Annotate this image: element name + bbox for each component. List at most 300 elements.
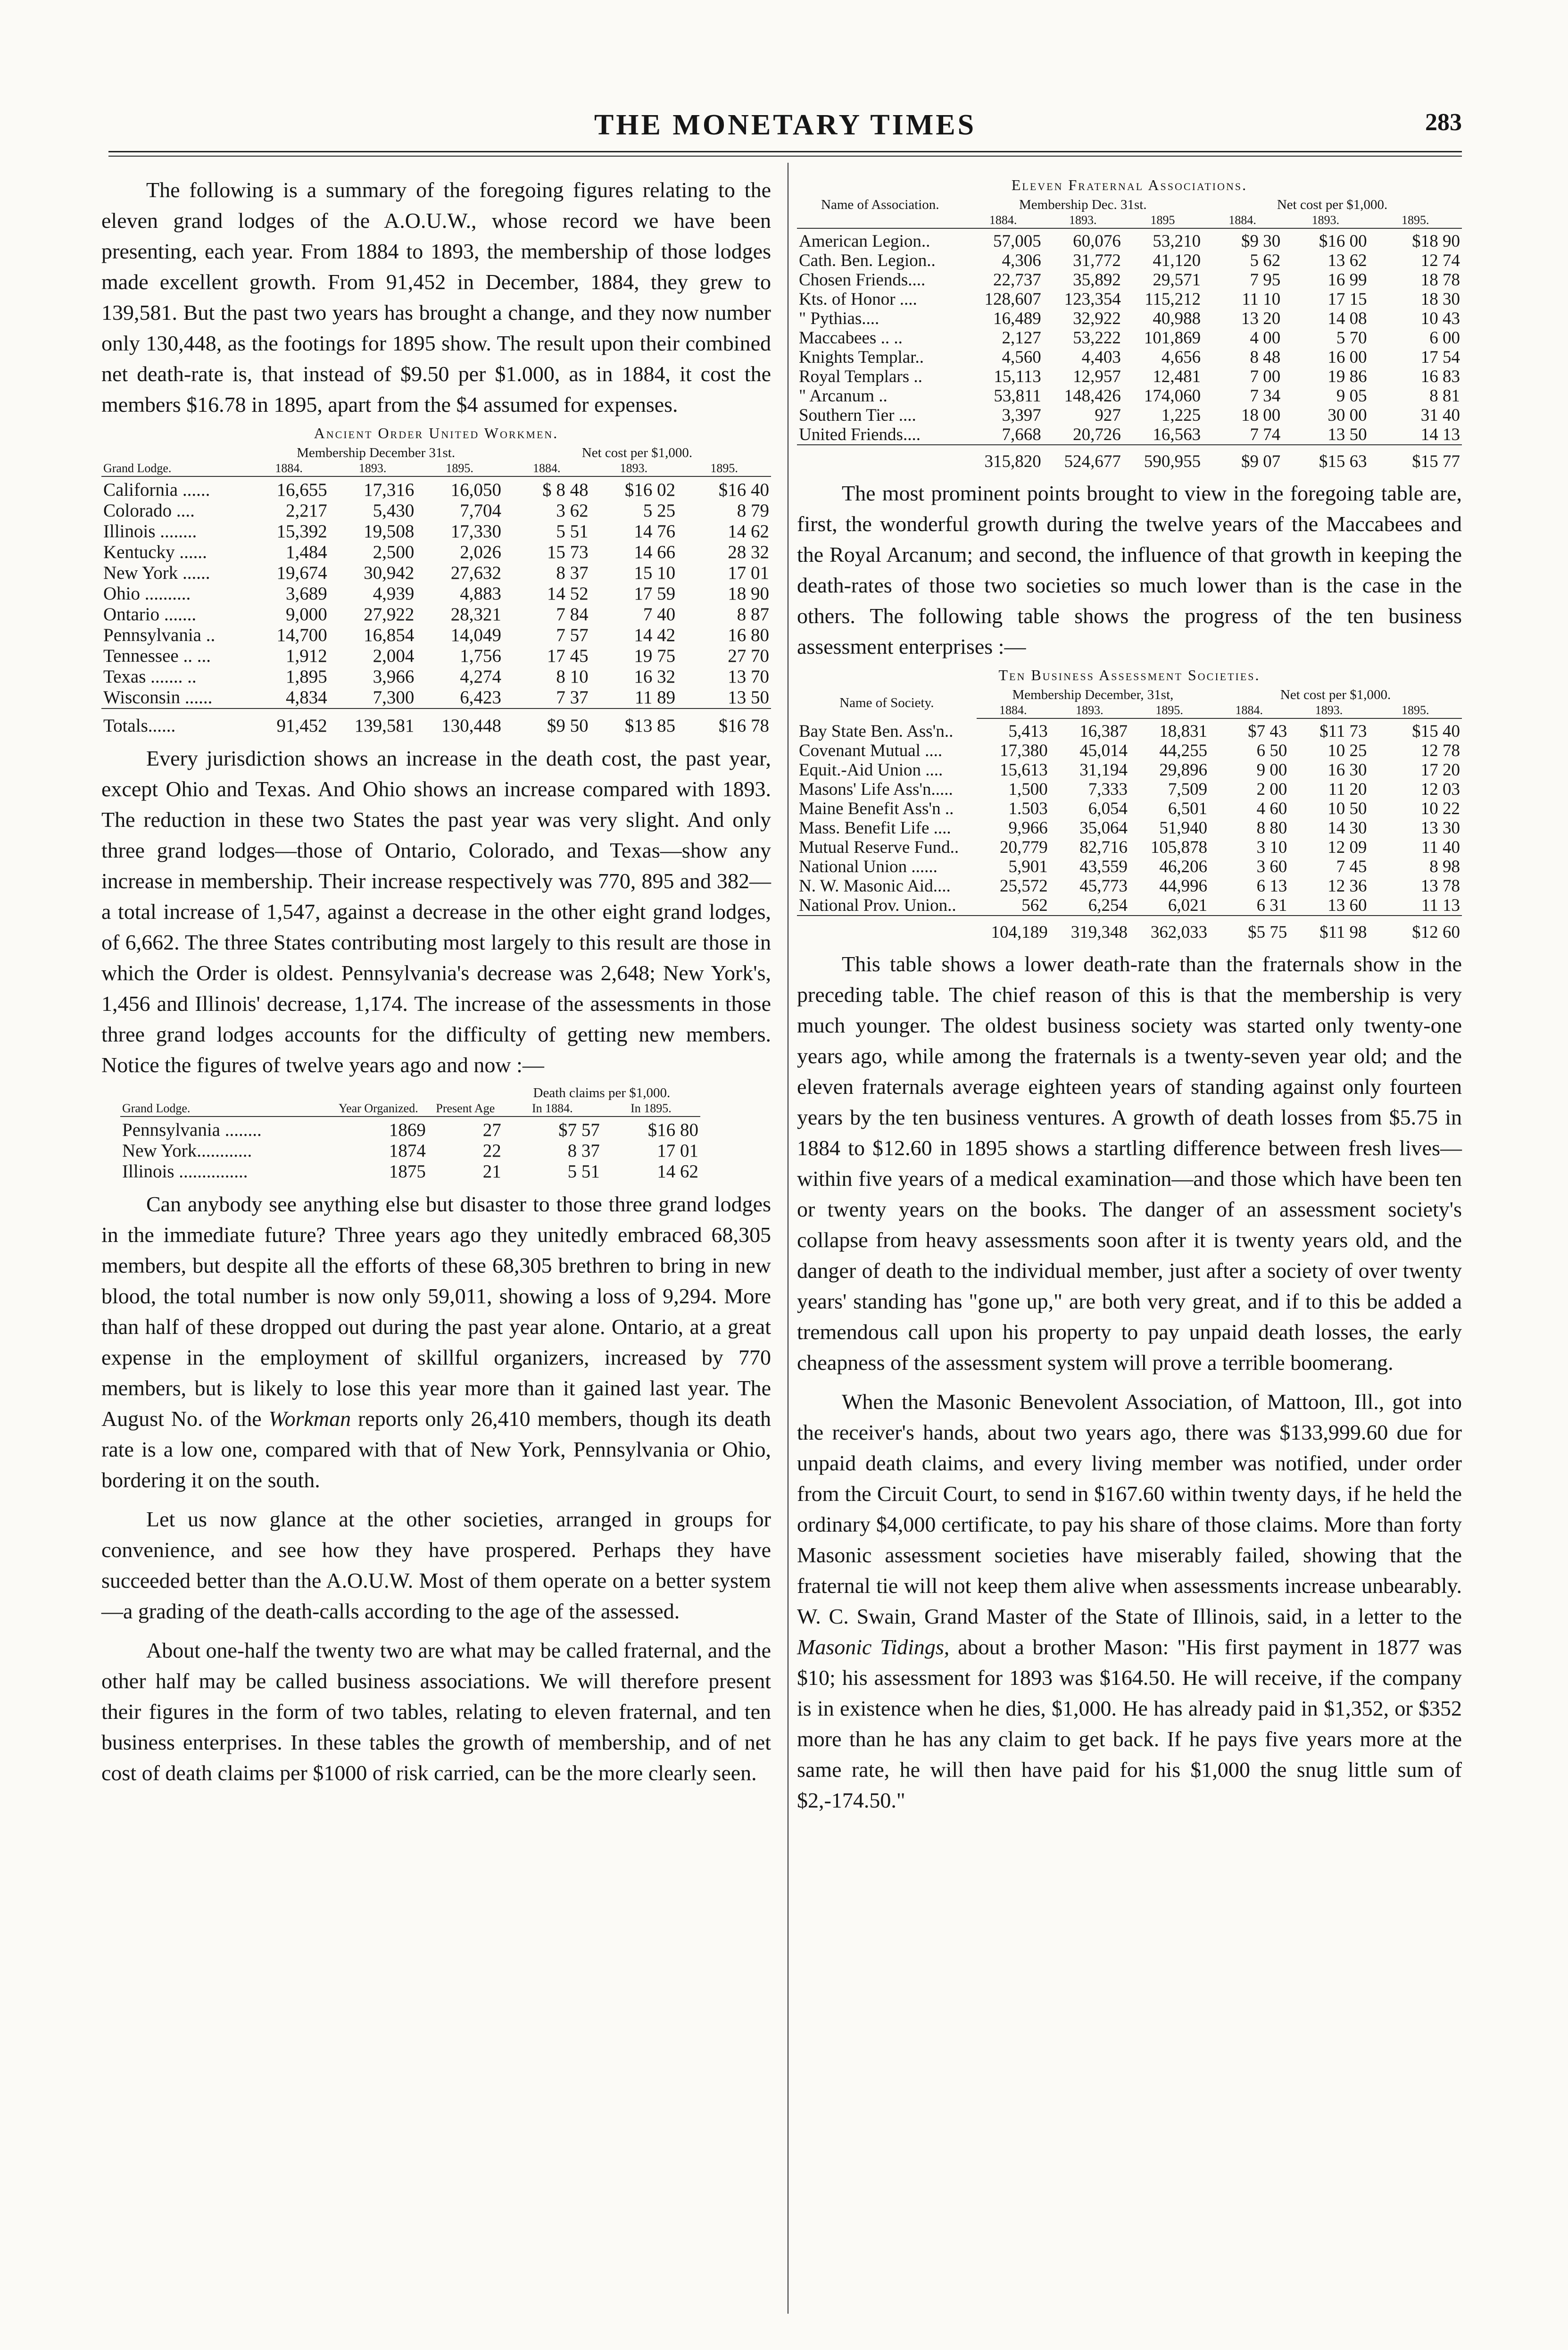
row-label: American Legion.. (799, 232, 930, 251)
group-header: Membership December, 31st, (1012, 687, 1174, 702)
table-cell: 16 32 (634, 667, 676, 687)
table-cell: 18,831 (1159, 722, 1208, 741)
table-cell: 9,000 (286, 604, 327, 625)
table-cell: 46,206 (1159, 857, 1208, 876)
table-cell: 1875 (389, 1161, 426, 1182)
table-cell: 15,392 (276, 521, 327, 542)
table-cell: 5,901 (1008, 857, 1048, 876)
table-cell: 7,333 (1088, 780, 1128, 799)
total-cell: 91,452 (249, 708, 329, 736)
table-cell: 12,957 (1073, 367, 1121, 386)
table-cell: 11 13 (1421, 896, 1460, 915)
paragraph-text: about a brother Mason: "His first payment in 1877 was $10; his assessment for 1893 was $164.50. He will receive, if the company is in existence when he dies, $1,000. He has already paid in $1,352, or $352 more than he has any claim to get back. If he pays five years more at the same rate, he will then have paid for his $1,000 the snug little sum of $2,-174.50." (797, 1635, 1462, 1812)
table-cell: 5 70 (1336, 328, 1367, 348)
table-cell: 10 22 (1420, 799, 1460, 818)
table-cell: 27 (482, 1120, 501, 1140)
paragraph (101, 1189, 771, 1495)
table-cell: 9 00 (1256, 760, 1287, 780)
table-cell: 53,222 (1073, 328, 1121, 348)
table-cell: 3 60 (1256, 857, 1287, 876)
table-cell: 53,811 (994, 386, 1041, 406)
table-cell: 16,854 (364, 625, 415, 645)
table-cell: 1,895 (286, 667, 327, 687)
table-cell: 2,004 (373, 646, 415, 666)
table-cell: 12 03 (1420, 780, 1460, 799)
table-cell: 14 66 (634, 542, 676, 562)
paragraph: Every jurisdiction shows an increase in the death cost, the past year, except Ohio and Texas. And Ohio shows an increase compared with 1893. The reduction in these two States the past year was very slight. And only three grand lodges—those of Ontario, Colorado, and Texas—show any increase in membership. Their increase respectively was 770, 895 and 382—a total increase of 1,547, against a decrease in the other eight grand lodges, of 6,662. The three States contributing most largely to this result are those in which the Order is oldest. Pennsylvania's decrease was 2,648; New York's, 1,456 and Illinois' decrease, 1,174. The increase of the assessments in those three grand lodges accounts for the difficulty of getting new members. Notice the figures of twelve years ago and now :— (101, 746, 771, 1077)
group-header: Net cost per $1,000. (1277, 197, 1388, 212)
row-label: Ontario ....... (103, 604, 197, 625)
table-cell: 22,737 (993, 270, 1041, 290)
table-cell: 16 83 (1420, 367, 1460, 386)
row-label: Bay State Ben. Ass'n.. (799, 721, 954, 741)
table-cell: 27,632 (450, 563, 501, 583)
row-label: New York............ (122, 1141, 252, 1161)
table-cell: 8 80 (1256, 818, 1287, 838)
table-cell: 3,397 (1002, 406, 1041, 425)
table-cell: 6,254 (1088, 896, 1128, 915)
table-cell: 5 25 (643, 500, 676, 521)
table-cell: 11 89 (634, 687, 676, 708)
table-row (101, 563, 771, 583)
table-row (797, 328, 1462, 348)
table-cell: 4,274 (460, 667, 501, 687)
table-cell: 4,560 (1002, 348, 1041, 367)
table-cell: 6 50 (1256, 741, 1287, 760)
row-label: Mutual Reserve Fund.. (799, 838, 959, 857)
table-cell: 8 48 (1250, 348, 1281, 367)
row-label: California ...... (103, 480, 210, 500)
table-title: Eleven Fraternal Associations. (1011, 176, 1248, 193)
table-cell: 13 20 (1241, 309, 1281, 328)
table-cell: 12 74 (1420, 251, 1460, 270)
table-cell: 174,060 (1144, 386, 1201, 406)
table-cell: 19 86 (1327, 367, 1367, 386)
table-cell: 13 60 (1327, 896, 1367, 915)
row-label: Royal Templars .. (799, 367, 922, 386)
total-cell: $12 60 (1369, 916, 1462, 942)
table-cell: 16 30 (1327, 760, 1367, 780)
table-cell: 14 62 (728, 521, 769, 542)
row-label: N. W. Masonic Aid.... (799, 876, 951, 896)
table-cell: $9 30 (1241, 232, 1281, 251)
table-row (120, 1117, 700, 1141)
table-cell: 8 98 (1429, 857, 1460, 876)
table-cell: 29,896 (1159, 760, 1208, 780)
paragraph (797, 1386, 1462, 1816)
table-row (797, 780, 1462, 799)
year-header: 1893. (1050, 703, 1129, 718)
table-cell: 1874 (389, 1141, 426, 1161)
table-cell: 17,380 (1000, 741, 1048, 760)
row-label: Cath. Ben. Legion.. (799, 251, 936, 270)
table-cell: 8 87 (737, 604, 769, 625)
table-cell: 17 45 (547, 646, 589, 666)
table-cell: 1,912 (286, 646, 327, 666)
table-cell: 16 80 (728, 625, 769, 645)
table-cell: 16,050 (450, 480, 501, 500)
table-cell: 41,120 (1153, 251, 1201, 270)
year-header: 1895. (416, 461, 503, 476)
year-header: 1884. (1203, 213, 1282, 228)
table-cell: 14 30 (1327, 818, 1367, 838)
table-cell: 16 00 (1327, 348, 1367, 367)
table-cell: 16,655 (276, 480, 327, 500)
table-cell: 27 70 (728, 646, 769, 666)
table-cell: $7 57 (558, 1120, 600, 1140)
year-header: 1884. (1209, 703, 1289, 718)
table-cell: 105,878 (1150, 838, 1208, 857)
table-cell: 40,988 (1153, 309, 1201, 328)
table-cell: 6,423 (460, 687, 501, 708)
row-label: Masons' Life Ass'n..... (799, 780, 953, 799)
aouw-table-block (101, 425, 771, 736)
table-row (101, 687, 771, 708)
table-row (797, 386, 1462, 406)
table-cell: 45,014 (1079, 741, 1128, 760)
row-label: Maine Benefit Ass'n .. (799, 799, 954, 818)
table-cell: 3 62 (556, 500, 589, 521)
table-cell: 1,225 (1161, 406, 1201, 425)
table-row (797, 228, 1462, 251)
table-cell: 20,779 (1000, 838, 1048, 857)
table-cell: $18 90 (1412, 232, 1460, 251)
table-row (797, 896, 1462, 916)
table-cell: 16,489 (993, 309, 1041, 328)
row-label: New York ...... (103, 563, 210, 583)
table-cell: 8 37 (567, 1141, 600, 1161)
column-header: In 1895. (602, 1101, 700, 1117)
group-header: Membership Dec. 31st. (1019, 197, 1147, 212)
row-label: Pennsylvania .. (103, 625, 216, 645)
row-label: Maccabees .. .. (799, 328, 903, 348)
table-cell: 17,316 (364, 480, 415, 500)
table-cell: 35,064 (1079, 818, 1128, 838)
table-cell: 11 10 (1242, 290, 1281, 309)
row-label: Colorado .... (103, 500, 195, 521)
table-cell: 14 62 (657, 1161, 698, 1182)
total-cell: $9 07 (1203, 445, 1282, 471)
year-header: 1893. (590, 461, 678, 476)
table-cell: 14,049 (450, 625, 501, 645)
table-cell: 14 42 (634, 625, 676, 645)
table-cell: 5,413 (1008, 722, 1048, 741)
paragraph-text: When the Masonic Benevolent Association, of Mattoon, Ill., got into the receiver's hands, about two years ago, there was $133,999.60 due for unpaid death claims, and every living member was notified, under order from the Circuit Court, to send in $167.60 within twenty days, if he held the ordinary $4,000 certificate, to pay his share of those claims. More than forty Masonic assessment societies have miserably failed, showing that the fraternal tie will not keep them alive when assessments increase unbearably. W. C. Swain, Grand Master of the State of Illinois, said, in a letter to the (797, 1390, 1462, 1628)
total-cell: 524,677 (1043, 445, 1123, 471)
table-row (797, 406, 1462, 425)
table-cell: 6 13 (1256, 876, 1287, 896)
paragraph: The most prominent points brought to view in the foregoing table are, first, the wonderful growth during the twelve years of the Maccabees and the Royal Arcanum; and second, the influence of that growth in keeping the death-rates of those two societies so much lower than is the case in the others. The following table shows the progress of the ten business assessment enterprises :— (797, 481, 1462, 658)
totals-label (797, 916, 977, 942)
table-cell: 12,481 (1153, 367, 1201, 386)
row-label: Chosen Friends.... (799, 270, 926, 290)
table-cell: 8 10 (556, 667, 589, 687)
total-cell: 139,581 (329, 708, 416, 736)
table-cell: 562 (1021, 896, 1048, 915)
table-row (797, 818, 1462, 838)
table-cell: 43,559 (1079, 857, 1128, 876)
total-cell: $15 77 (1369, 445, 1462, 471)
table-row (797, 251, 1462, 270)
year-header: 1884. (963, 213, 1043, 228)
table-cell: 6,021 (1168, 896, 1208, 915)
table-cell: 15 10 (634, 563, 676, 583)
paragraph: This table shows a lower death-rate than the fraternals show in the preceding table. The chief reason of this is that the membership is very much younger. The oldest business society was started only twenty-one years ago, while among the fraternals is a twenty-seven year old; and the eleven fraternals average eighteen years of standing against only fourteen years by the ten business ventures. A growth of death losses from $5.75 in 1884 to $12.60 in 1895 shows a startling difference between fresh lives—within five years of a medical examination—and those which have been ten or twenty years on the books. The danger of an assessment society's collapse from heavy assessments soon after it is twenty years old, and the danger of death to the individual member, just after a society of over twenty years' standing has "gone up," are both very great, and if to this be added a tremendous call upon his property to pay unpaid death losses, the early cheapness of the assessment system will prove a terrible boomerang. (797, 952, 1462, 1375)
table-row (120, 1161, 700, 1182)
table-cell: 60,076 (1073, 232, 1121, 251)
row-label: Pennsylvania ........ (122, 1120, 262, 1140)
table-cell: 19,508 (364, 521, 415, 542)
table-cell: 128,607 (984, 290, 1041, 309)
table-cell: 4,939 (373, 583, 415, 604)
row-label: " Arcanum .. (799, 386, 888, 406)
table-cell: 35,892 (1073, 270, 1121, 290)
table-cell: 3,966 (373, 667, 415, 687)
table-cell: 14 76 (634, 521, 676, 542)
total-cell: 104,189 (977, 916, 1050, 942)
table-cell: $16 40 (718, 480, 769, 500)
fraternal-table-block (797, 176, 1462, 471)
table-row (797, 309, 1462, 328)
year-header: 1884. (977, 703, 1050, 718)
table-cell: 9 05 (1336, 386, 1367, 406)
row-label: Illinois ........ (103, 521, 197, 542)
table-cell: 123,354 (1064, 290, 1121, 309)
table-cell: 7 40 (643, 604, 676, 625)
table-cell: 82,716 (1079, 838, 1128, 857)
claims-table (120, 1085, 700, 1182)
table-cell: 18 90 (728, 583, 769, 604)
business-table (797, 687, 1462, 942)
table-cell: 13 30 (1420, 818, 1460, 838)
table-cell: 30 00 (1327, 406, 1367, 425)
row-label: National Union ...... (799, 857, 937, 876)
totals-row (797, 916, 1462, 942)
table-cell: 6 00 (1429, 328, 1460, 348)
column-header: Present Age (428, 1101, 503, 1117)
table-cell: 7,668 (1002, 425, 1041, 444)
row-label: Mass. Benefit Life .... (799, 818, 951, 838)
table-cell: 6 31 (1256, 896, 1287, 915)
table-row (797, 348, 1462, 367)
italic-title: Masonic Tidings, (797, 1635, 950, 1659)
table-cell: 16,563 (1153, 425, 1201, 444)
row-label: Kts. of Honor .... (799, 290, 917, 309)
table-cell: 15 73 (547, 542, 589, 562)
table-cell: 5,430 (373, 500, 415, 521)
table-cell: 4 00 (1250, 328, 1281, 348)
table-row (797, 741, 1462, 760)
table-cell: 45,773 (1079, 876, 1128, 896)
table-cell: 15,113 (994, 367, 1041, 386)
page-header (108, 108, 1462, 146)
table-cell: 14,700 (276, 625, 327, 645)
table-cell: 13 62 (1327, 251, 1367, 270)
row-label: Knights Templar.. (799, 348, 924, 367)
row-label: Illinois ............... (122, 1161, 248, 1182)
table-row (797, 838, 1462, 857)
row-label: Southern Tier .... (799, 406, 916, 425)
table-cell: 13 50 (1327, 425, 1367, 444)
table-cell: 31,772 (1073, 251, 1121, 270)
table-cell: 5 51 (567, 1161, 600, 1182)
table-row (797, 290, 1462, 309)
total-cell: $11 98 (1289, 916, 1369, 942)
table-cell: 11 40 (1421, 838, 1460, 857)
table-cell: 6,054 (1088, 799, 1128, 818)
table-cell: 4 60 (1256, 799, 1287, 818)
header-rule-thin (108, 156, 1462, 157)
table-row (797, 425, 1462, 445)
table-cell: 927 (1095, 406, 1121, 425)
totals-row (101, 708, 771, 736)
table-row (101, 500, 771, 521)
header-rule (108, 151, 1462, 152)
table-cell: 7,300 (373, 687, 415, 708)
table-row (797, 270, 1462, 290)
table-cell: 1,484 (286, 542, 327, 562)
total-cell: $13 85 (590, 708, 678, 736)
table-cell: 5 62 (1250, 251, 1281, 270)
table-row (101, 667, 771, 687)
total-cell: $15 63 (1282, 445, 1369, 471)
table-cell: 57,005 (993, 232, 1041, 251)
table-cell: $16 80 (647, 1120, 698, 1140)
page-number: 283 (1425, 109, 1462, 136)
column-header: Grand Lodge. (101, 461, 249, 476)
aouw-table (101, 445, 771, 736)
year-header: 1893. (1282, 213, 1369, 228)
table-cell: 2,026 (460, 542, 501, 562)
table-cell: 31,194 (1079, 760, 1128, 780)
total-cell: $9 50 (503, 708, 590, 736)
year-header: 1895. (1129, 703, 1209, 718)
table-cell: 17 01 (657, 1141, 698, 1161)
totals-label: Totals...... (101, 708, 249, 736)
table-cell: 9,966 (1008, 818, 1048, 838)
row-label: Wisconsin ...... (103, 687, 213, 708)
year-header: 1893. (1289, 703, 1369, 718)
table-cell: 4,834 (286, 687, 327, 708)
table-cell: 8 79 (737, 500, 769, 521)
fraternal-table (797, 197, 1462, 471)
table-cell: 16 99 (1327, 270, 1367, 290)
column-header: In 1884. (503, 1101, 602, 1117)
table-row (101, 476, 771, 500)
claims-table-block (120, 1085, 700, 1182)
table-cell: 1,500 (1008, 780, 1048, 799)
table-cell: 20,726 (1073, 425, 1121, 444)
table-row (101, 542, 771, 563)
table-cell: 17 54 (1420, 348, 1460, 367)
paragraph: The following is a summary of the foregoing figures relating to the eleven grand lodges of the A.O.U.W., whose record we have been presenting, each year. From 1884 to 1893, the membership of those lodges made excellent growth. From 91,452 in December, 1884, they grew to 139,581. But the past two years has brought a change, and they now number only 130,448, as the footings for 1895 show. The result upon their combined net death-rate is, that instead of $9.50 per $1.000, as in 1884, it cost the members $16.78 in 1895, apart from the $4 assumed for expenses. (101, 178, 771, 417)
table-row (101, 583, 771, 604)
table-cell: 11 20 (1328, 780, 1367, 799)
table-cell: 17,330 (450, 521, 501, 542)
table-cell: 29,571 (1153, 270, 1201, 290)
totals-label (797, 445, 963, 471)
table-cell: 28,321 (450, 604, 501, 625)
table-cell: 2 00 (1256, 780, 1287, 799)
table-cell: 12 78 (1420, 741, 1460, 760)
table-cell: $7 43 (1248, 722, 1287, 741)
table-cell: 19 75 (634, 646, 676, 666)
table-cell: 17 01 (728, 563, 769, 583)
total-cell: $16 78 (677, 708, 771, 736)
table-row (101, 646, 771, 667)
table-cell: 7 45 (1336, 857, 1367, 876)
row-label: " Pythias.... (799, 309, 879, 328)
table-cell: 51,940 (1159, 818, 1208, 838)
table-cell: 8 81 (1429, 386, 1460, 406)
total-cell: 362,033 (1129, 916, 1209, 942)
table-cell: 8 37 (556, 563, 589, 583)
table-cell: 18 00 (1241, 406, 1281, 425)
table-cell: 25,572 (1000, 876, 1048, 896)
column-header: Name of Association. (821, 197, 939, 212)
table-cell: 7 00 (1250, 367, 1281, 386)
year-header: 1895. (1369, 703, 1462, 718)
table-cell: 7,509 (1168, 780, 1208, 799)
table-cell: 7 57 (556, 625, 589, 645)
table-cell: 44,996 (1159, 876, 1208, 896)
table-cell: $ 8 48 (542, 480, 589, 500)
table-cell: 148,426 (1064, 386, 1121, 406)
row-label: Covenant Mutual .... (799, 741, 943, 760)
paragraph-text: Can anybody see anything else but disaster to those three grand lodges in the immediate future? Three years ago they unitedly embraced 68,305 members, but despite all the efforts of these 68,305 brethren to bring in new blood, the total number is now only 59,011, showing a loss of 9,294. More than half of these dropped out during the past year alone. Ontario, at a great expense in the employment of skillful organizers, increased by 770 members, but is likely to lose this year more than it gained last year. The August No. of the (101, 1192, 771, 1431)
table-cell: 14 13 (1420, 425, 1460, 444)
table-cell: 7 34 (1250, 386, 1281, 406)
masthead-title: THE MONETARY TIMES (594, 109, 977, 141)
total-cell: 130,448 (416, 708, 503, 736)
table-cell: 10 50 (1327, 799, 1367, 818)
table-cell: 22 (482, 1141, 501, 1161)
row-label: Tennessee .. ... (103, 646, 211, 666)
right-column (797, 175, 1462, 1816)
row-label: United Friends.... (799, 425, 921, 444)
table-cell: 7 84 (556, 604, 589, 625)
year-header: 1884. (503, 461, 590, 476)
table-cell: 53,210 (1153, 232, 1201, 251)
group-header: Net cost per $1,000. (581, 445, 693, 460)
row-label: Equit.-Aid Union .... (799, 760, 943, 780)
table-cell: 19,674 (276, 563, 327, 583)
totals-row (797, 445, 1462, 471)
table-cell: $11 73 (1319, 722, 1367, 741)
year-header: 1893. (1043, 213, 1123, 228)
table-cell: 14 52 (547, 583, 589, 604)
column-header: Name of Society. (839, 695, 934, 710)
table-cell: 15,613 (1000, 760, 1048, 780)
table-row (797, 760, 1462, 780)
row-label: Texas ....... .. (103, 667, 197, 687)
table-cell: 2,217 (286, 500, 327, 521)
year-header: 1895. (677, 461, 771, 476)
table-cell: 14 08 (1327, 309, 1367, 328)
table-cell: 13 78 (1420, 876, 1460, 896)
column-header: Year Organized. (329, 1101, 428, 1117)
table-row (797, 857, 1462, 876)
table-row (797, 876, 1462, 896)
italic-title: Workman (268, 1407, 351, 1431)
year-header: 1895 (1123, 213, 1203, 228)
table-cell: 2,500 (373, 542, 415, 562)
table-title: Ancient Order United Workmen. (314, 425, 559, 442)
table-cell: 1869 (389, 1120, 426, 1140)
table-cell: 16,387 (1079, 722, 1128, 741)
column-header: Grand Lodge. (120, 1101, 329, 1117)
table-cell: 4,403 (1081, 348, 1121, 367)
